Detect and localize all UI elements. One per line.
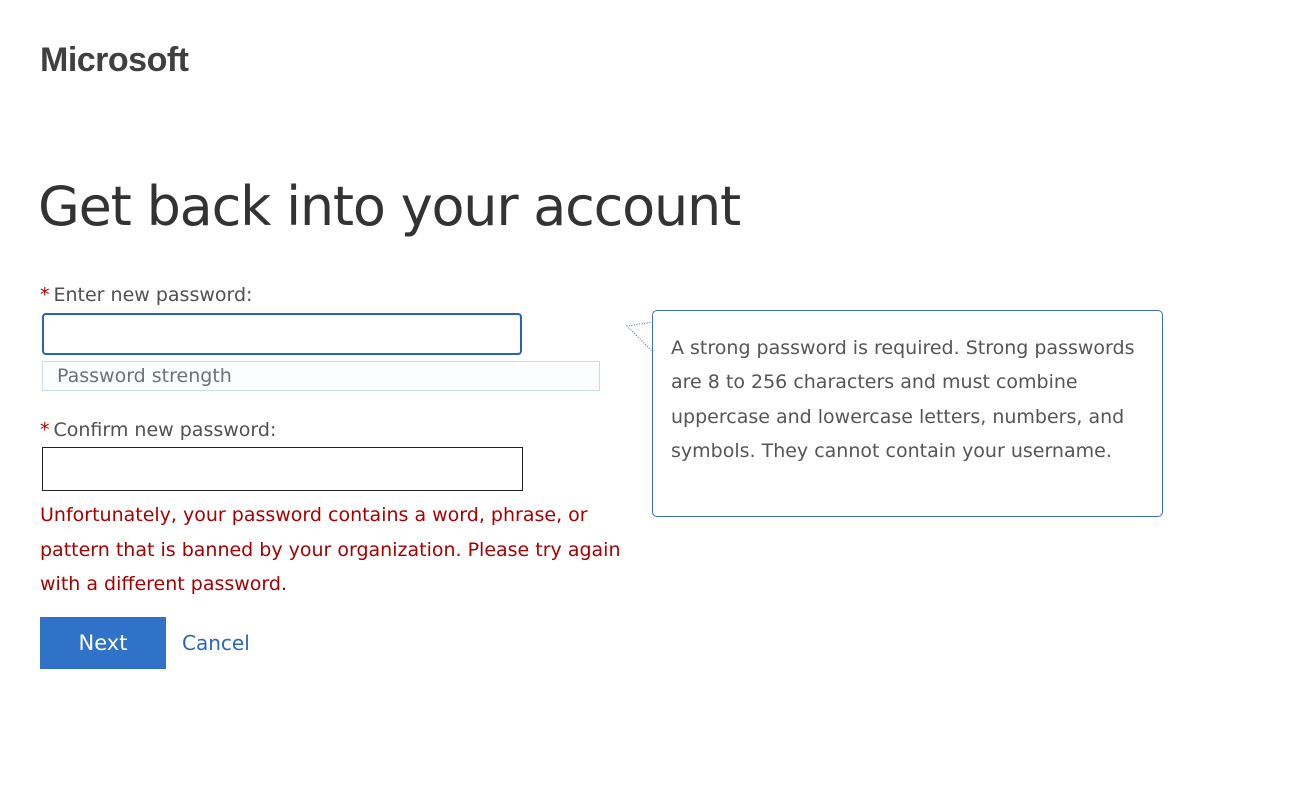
confirm-password-label <box>40 418 276 442</box>
new-password-label-text: Enter new password: <box>53 284 253 306</box>
required-marker: * <box>40 284 50 306</box>
new-password-label <box>40 283 252 307</box>
confirm-password-label-text: Confirm new password: <box>53 419 277 441</box>
new-password-input[interactable] <box>42 313 522 355</box>
page-title: Get back into your account <box>38 175 741 238</box>
cancel-link[interactable]: Cancel <box>182 631 250 655</box>
next-button[interactable]: Next <box>40 617 166 669</box>
confirm-password-input[interactable] <box>42 447 523 491</box>
password-strength-meter <box>42 361 600 391</box>
required-marker: * <box>40 419 50 441</box>
microsoft-logo: Microsoft <box>40 41 189 79</box>
password-requirements-tooltip <box>652 310 1163 517</box>
tooltip-text: A strong password is required. Strong passwords are 8 to 256 characters and must combine uppercase and lowercase letters, numbers, and symbols. They cannot contain your username. <box>671 337 1135 462</box>
error-message: Unfortunately, your password contains a word, phrase, or pattern that is banned by your organization. Please try again with a different password. <box>40 504 621 595</box>
password-strength-label: Password strength <box>57 365 232 387</box>
